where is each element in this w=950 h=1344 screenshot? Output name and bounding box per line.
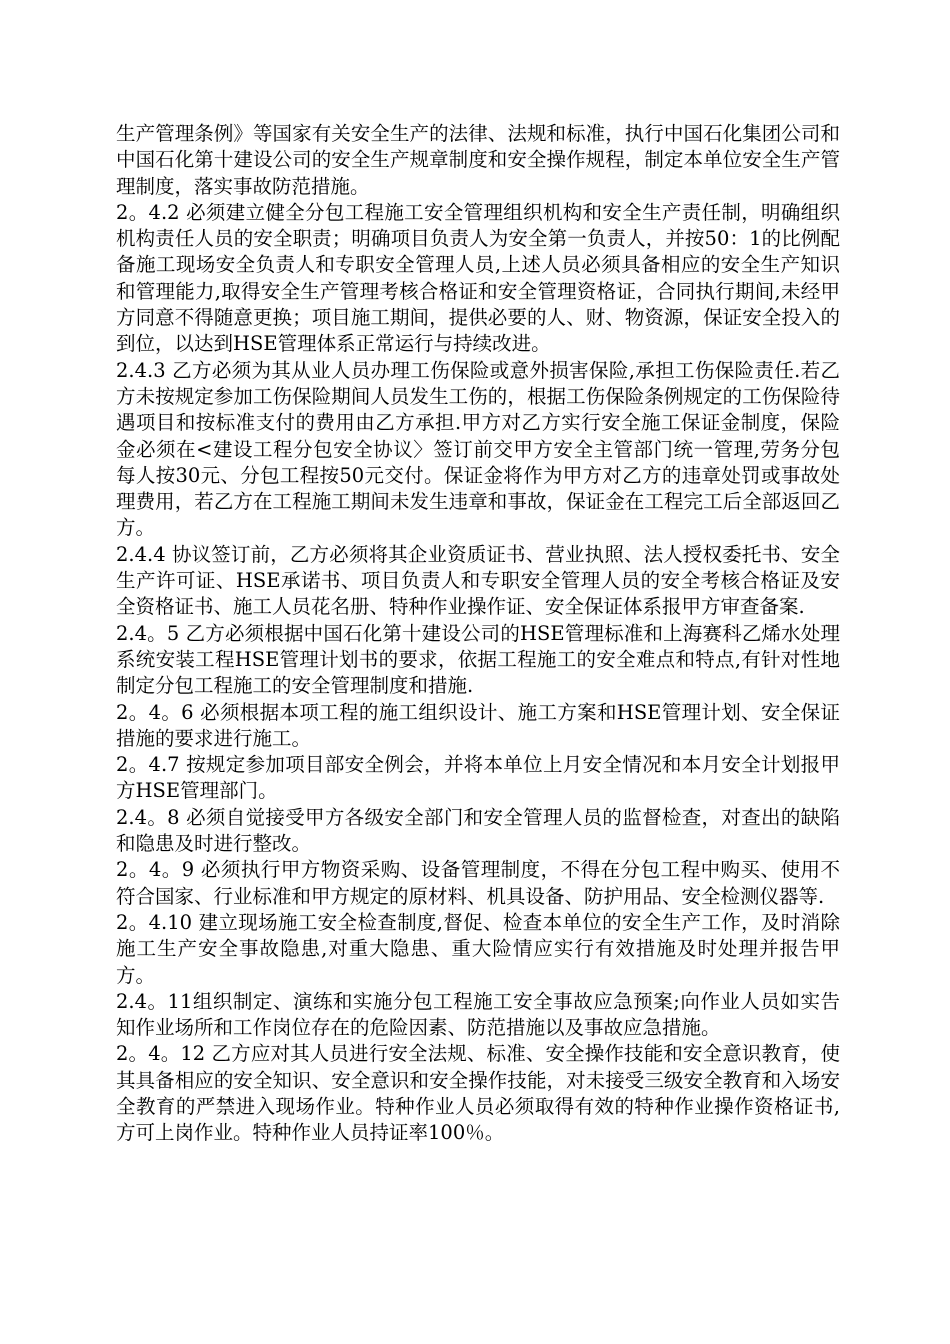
paragraph-2-4-11: 2.4。11组织制定、演练和实施分包工程施工安全事故应急预案;向作业人员如实告知作业场所和工作岗位存在的危险因素、防范措施以及事故应急措施。 (116, 989, 840, 1040)
paragraph-2-4-2: 2。4.2 必须建立健全分包工程施工安全管理组织机构和安全生产责任制，明确组织机构责任人员的安全职责；明确项目负责人为安全第一负责人，并按50：1的比例配备施工现场安全负责人和专职安全管理人员,上述人员必须具备相应的安全生产知识和管理能力,取得安全生产管理考核合格证和安全管理资格证，合同执行期间,未经甲方同意不得随意更换；项目施工期间，提供必要的人、财、物资源，保证安全投入的到位，以达到HSE管理体系正常运行与持续改进。 (116, 200, 840, 356)
paragraph-2-4-3: 2.4.3 乙方必须为其从业人员办理工伤保险或意外损害保险,承担工伤保险责任.若乙方未按规定参加工伤保险期间人员发生工伤的，根据工伤保险条例规定的工伤保险待遇项目和按标准支付的费用由乙方承担.甲方对乙方实行安全施工保证金制度，保险金必须在<建设工程分包安全协议〉签订前交甲方安全主管部门统一管理,劳务分包每人按30元、分包工程按50元交付。保证金将作为甲方对乙方的违章处罚或事故处理费用，若乙方在工程施工期间未发生违章和事故，保证金在工程完工后全部返回乙方。 (116, 358, 840, 540)
paragraph-2-4-10: 2。4.10 建立现场施工安全检查制度,督促、检查本单位的安全生产工作，及时消除施工生产安全事故隐患,对重大隐患、重大险情应实行有效措施及时处理并报告甲方。 (116, 910, 840, 987)
paragraph-2-4-12: 2。4。12 乙方应对其人员进行安全法规、标准、安全操作技能和安全意识教育，使其具备相应的安全知识、安全意识和安全操作技能，对未接受三级安全教育和入场安全教育的严禁进入现场作业。特种作业人员必须取得有效的特种作业操作资格证书,方可上岗作业。特种作业人员持证率100％。 (116, 1042, 840, 1145)
paragraph-2-4-4: 2.4.4 协议签订前，乙方必须将其企业资质证书、营业执照、法人授权委托书、安全生产许可证、HSE承诺书、项目负责人和专职安全管理人员的安全考核合格证及安全资格证书、施工人员花名册、特种作业操作证、安全保证体系报甲方审查备案. (116, 542, 840, 619)
paragraph-intro-continuation: 生产管理条例》等国家有关安全生产的法律、法规和标准，执行中国石化集团公司和中国石化第十建设公司的安全生产规章制度和安全操作规程，制定本单位安全生产管理制度，落实事故防范措施。 (116, 122, 840, 198)
paragraph-2-4-7: 2。4.7 按规定参加项目部安全例会，并将本单位上月安全情况和本月安全计划报甲方HSE管理部门。 (116, 753, 840, 803)
paragraph-2-4-8: 2.4。8 必须自觉接受甲方各级安全部门和安全管理人员的监督检查，对查出的缺陷和隐患及时进行整改。 (116, 805, 840, 856)
document-body (116, 121, 840, 1147)
paragraph-2-4-5: 2.4。5 乙方必须根据中国石化第十建设公司的HSE管理标准和上海赛科乙烯水处理系统安装工程HSE管理计划书的要求，依据工程施工的安全难点和特点,有针对性地制定分包工程施工的安全管理制度和措施. (116, 621, 840, 698)
paragraph-2-4-6: 2。4。6 必须根据本项工程的施工组织设计、施工方案和HSE管理计划、安全保证措施的要求进行施工。 (116, 700, 840, 750)
paragraph-2-4-9: 2。4。9 必须执行甲方物资采购、设备管理制度，不得在分包工程中购买、使用不符合国家、行业标准和甲方规定的原材料、机具设备、防护用品、安全检测仪器等. (116, 858, 840, 908)
